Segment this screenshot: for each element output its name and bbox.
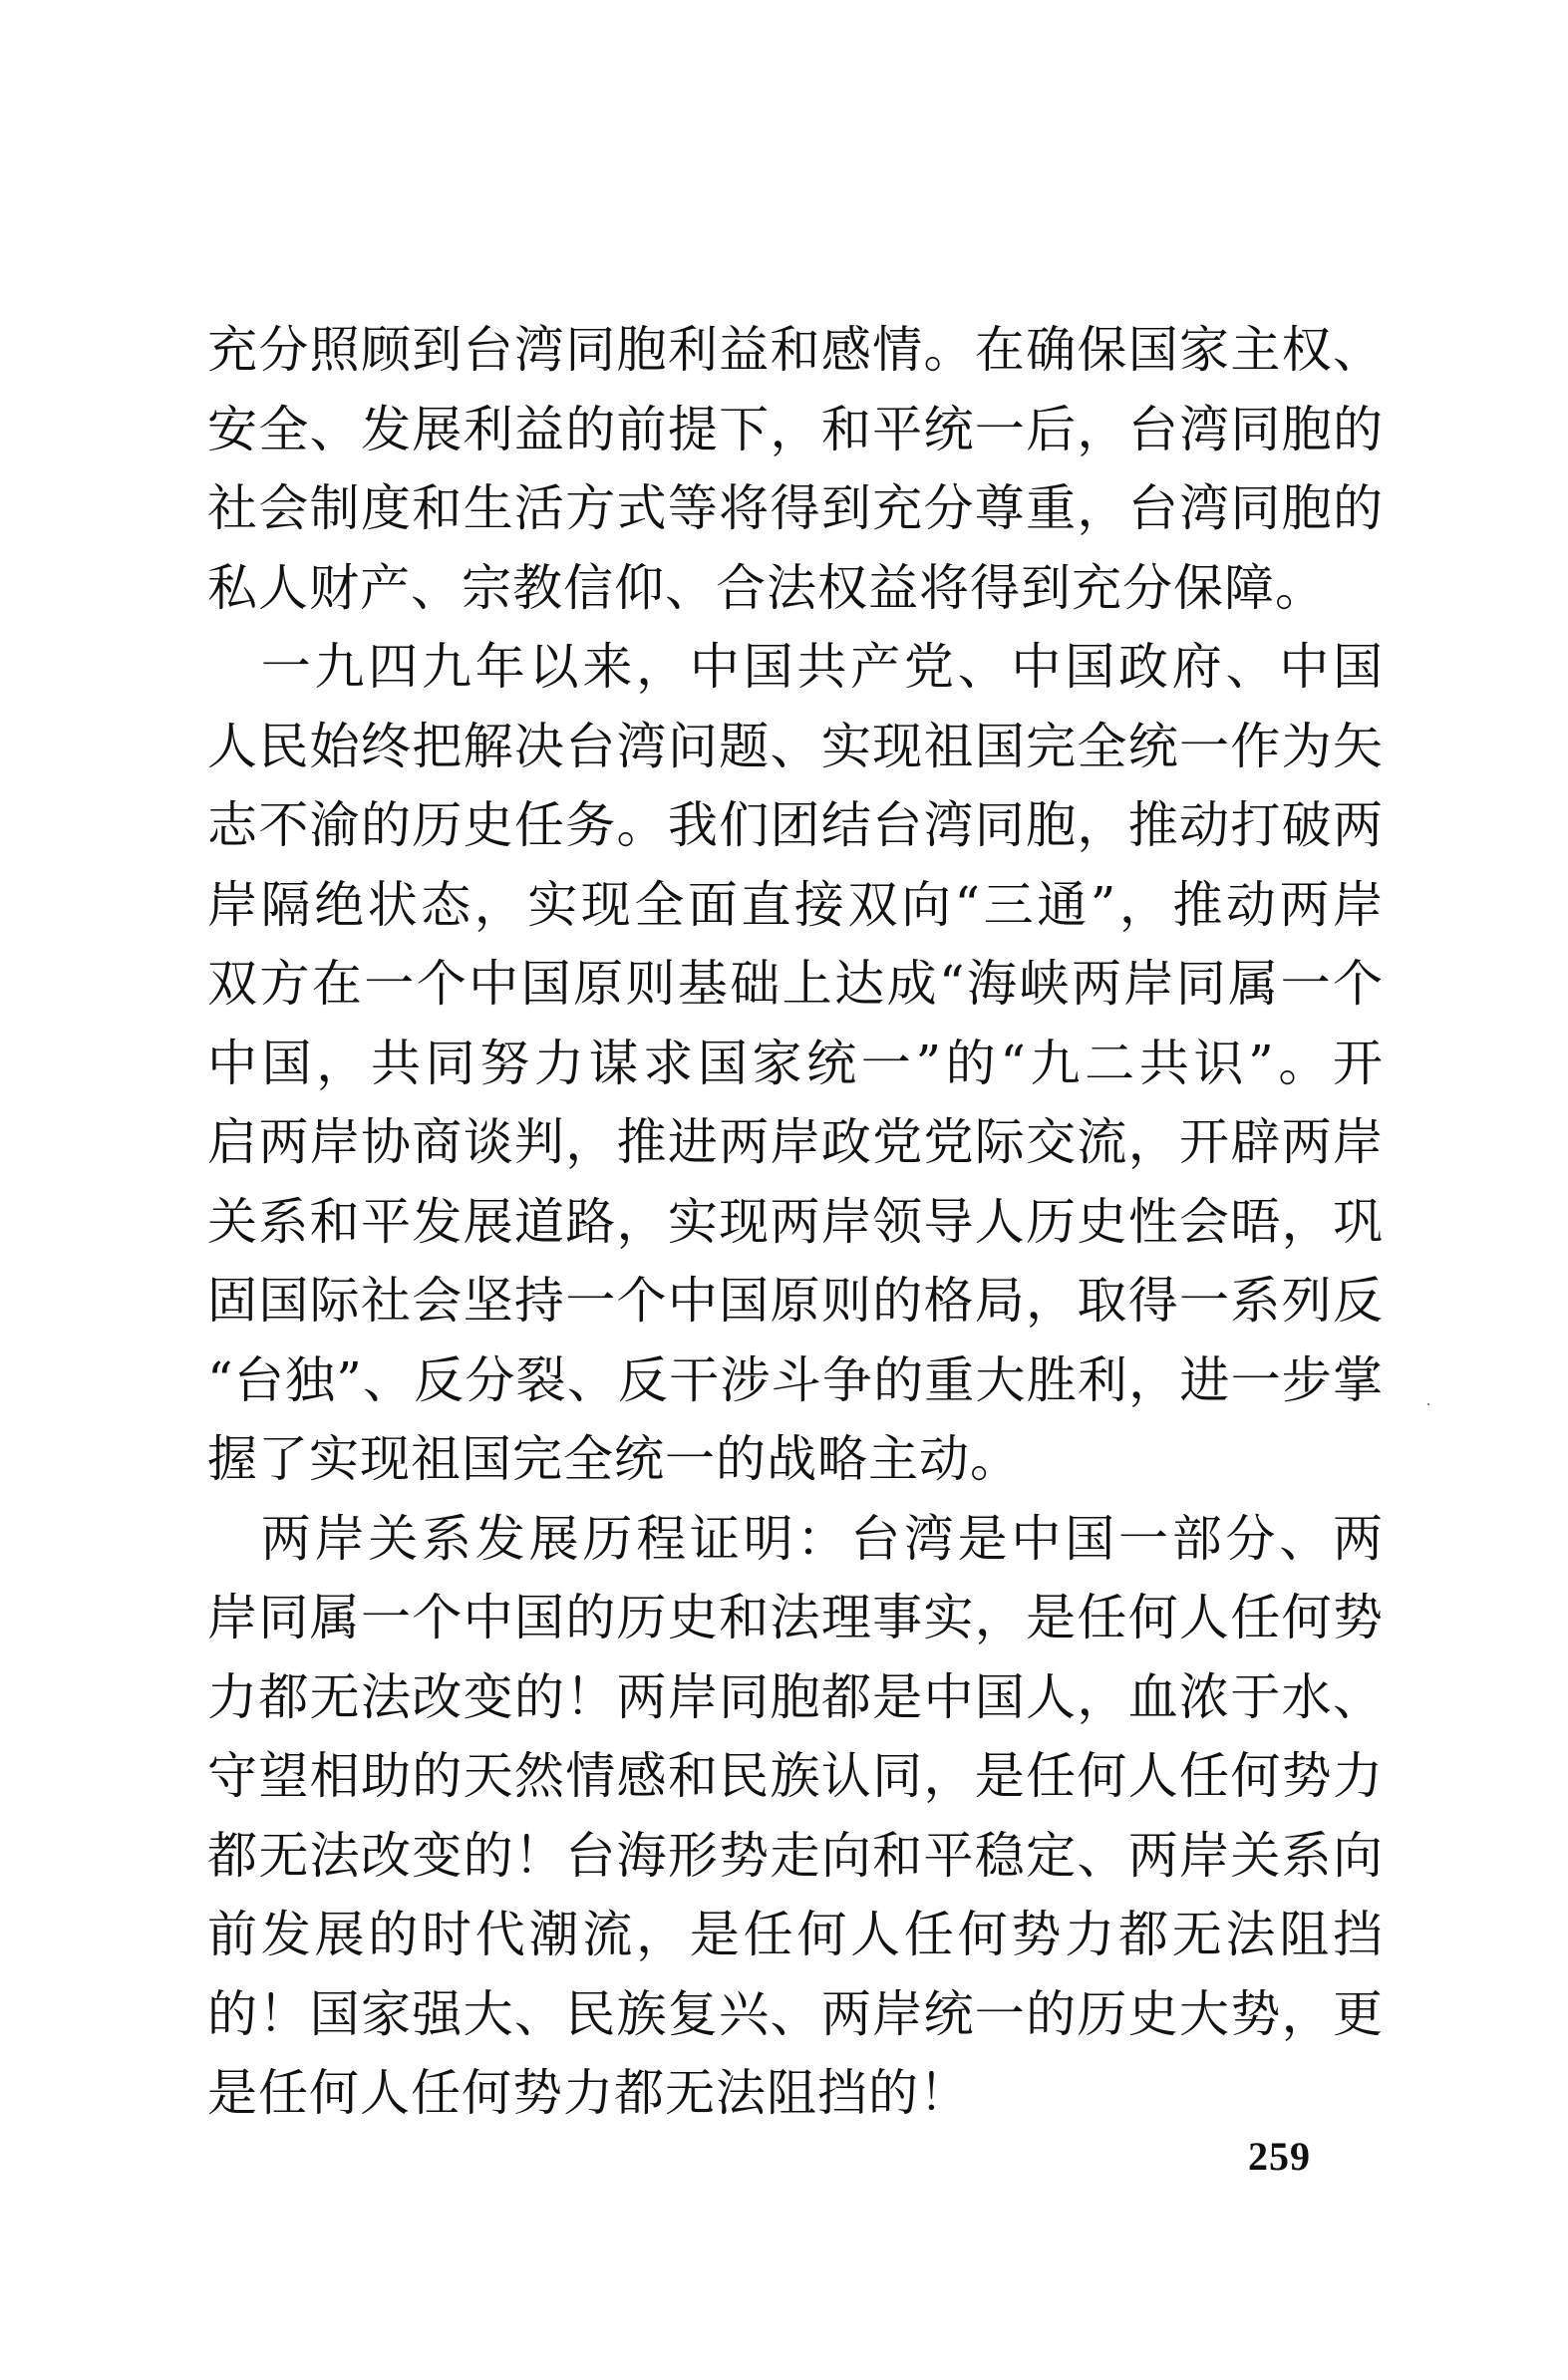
text-line: 志不渝的历史任务。我们团结台湾同胞，推动打破两 (207, 796, 1384, 854)
text-line: 是任何人任何势力都无法阻挡的！ (207, 2064, 970, 2122)
text-line: 关系和平发展道路，实现两岸领导人历史性会晤，巩 (207, 1192, 1384, 1251)
text-line: 力都无法改变的！两岸同胞都是中国人，血浓于水、 (207, 1667, 1384, 1726)
text-line: 都无法改变的！台海形势走向和平稳定、两岸关系向 (207, 1826, 1384, 1885)
text-line: 的！国家强大、民族复兴、两岸统一的历史大势，更 (207, 1984, 1384, 2043)
text-line: 前发展的时代潮流，是任何人任何势力都无法阻挡 (207, 1906, 1384, 1963)
text-line: 社会制度和生活方式等将得到充分尊重，台湾同胞的 (207, 479, 1384, 537)
text-line: 启两岸协商谈判，推进两岸政党党际交流，开辟两岸 (207, 1113, 1384, 1171)
text-line: 充分照顾到台湾同胞利益和感情。在确保国家主权、 (207, 321, 1384, 379)
text-line: 私人财产、宗教信仰、合法权益将得到充分保障。 (207, 558, 1326, 617)
text-line: 岸同属一个中国的历史和法理事实，是任何人任何势 (207, 1589, 1384, 1646)
text-line: 岸隔绝状态，实现全面直接双向“三通”，推动两岸 (207, 875, 1384, 934)
scan-speck (1427, 1403, 1429, 1405)
text-line: 安全、发展利益的前提下，和平统一后，台湾同胞的 (207, 400, 1384, 458)
text-line: 固国际社会坚持一个中国原则的格局，取得一系列反 (207, 1272, 1384, 1330)
text-line: 人民始终把解决台湾问题、实现祖国完全统一作为矢 (207, 717, 1384, 775)
text-line: 握了实现祖国完全统一的战略主动。 (207, 1430, 1021, 1488)
text-line: 守望相助的天然情感和民族认同，是任何人任何势力 (207, 1747, 1384, 1805)
text-line: 两岸关系发展历程证明：台湾是中国一部分、两 (207, 1509, 1384, 1568)
text-line: 中国，共同努力谋求国家统一”的“九二共识”。开 (207, 1034, 1384, 1092)
text-line: 双方在一个中国原则基础上达成“海峡两岸同属一个 (207, 955, 1384, 1013)
page-number: 259 (1248, 2134, 1311, 2179)
body-text (207, 311, 1384, 2134)
text-line: 一九四九年以来，中国共产党、中国政府、中国 (207, 638, 1384, 696)
text-line: “台独”、反分裂、反干涉斗争的重大胜利，进一步掌 (207, 1350, 1384, 1409)
